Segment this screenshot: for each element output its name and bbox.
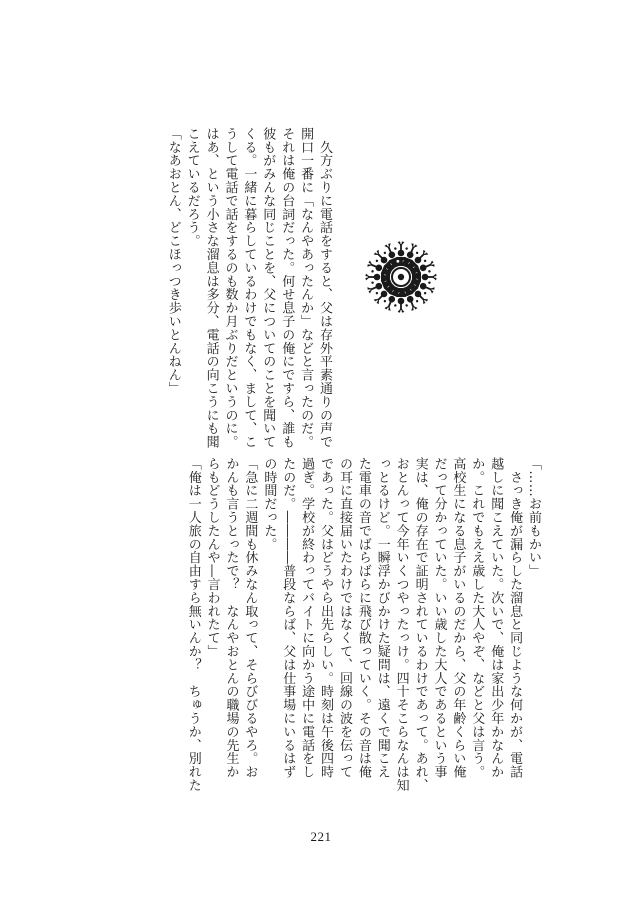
text-line: 開口一番に「なんやあったんか」などと言ったのだ。 xyxy=(298,127,314,449)
text-line: 越しに聞こえていた。次いで、俺は家出少年かなんか xyxy=(488,457,504,779)
text-line: 過ぎ。学校が終わってバイトに向かう途中に電話をし xyxy=(299,457,315,779)
text-line: らもどうしたんや―言われたて」 xyxy=(204,457,220,658)
text-line: 「なあおとん、どこほっつき歩いとんねん」 xyxy=(165,127,181,395)
text-line: の時間だった。 xyxy=(261,457,277,551)
text-line: さっき俺が漏らした溜息と同じような何かが、電話 xyxy=(507,457,523,779)
text-line: 高校生になる息子がいるのだから、父の年齢くらい俺 xyxy=(450,457,466,779)
text-line: うして電話で話をするのも数か月ぶりだというのに。 xyxy=(222,127,238,449)
text-line: はあ、という小さな溜息は多分、電話の向こうにも聞 xyxy=(203,127,219,449)
text-line: 実は、俺の存在で証明されているわけであって。あれ、 xyxy=(412,457,428,792)
top-text-block xyxy=(163,127,333,449)
text-line: おとんって今年いくつやったっけ。四十そこらなんは知 xyxy=(393,457,409,792)
text-line: の耳に直接届いたわけではなくて、回線の波を伝って xyxy=(336,457,352,779)
text-line: かんも言うとったで？ なんやおとんの職場の先生か xyxy=(223,457,239,779)
text-line: こえているだろう。 xyxy=(184,127,200,248)
text-line: であった。父はどうやら出先らしい。時刻は午後四時 xyxy=(318,457,334,779)
floral-rosette-ornament-icon xyxy=(361,237,441,317)
page-number: 221 xyxy=(310,829,332,844)
text-line: か。これでもええ歳した大人やぞ、などと父は言う。 xyxy=(469,457,485,779)
text-line: 久方ぶりに電話をすると、父は存外平素通りの声で xyxy=(317,127,332,449)
text-line: た電車の音でばらばらに飛び散っていく。その音は俺 xyxy=(355,457,371,779)
text-line: 「俺は一人旅の自由すら無いんか？ ちゅうか、別れた xyxy=(185,457,201,792)
text-line: 「急に二週間も休みなん取って、そらびびるやろ。お xyxy=(242,457,258,779)
text-line: それは俺の台詞だった。何せ息子の俺にですら、誰も xyxy=(279,127,295,449)
bottom-text-block xyxy=(183,457,542,792)
text-line: たのだ。――――普段ならば、父は仕事場にいるはず xyxy=(280,457,296,779)
text-line: っとるけど。一瞬浮かびかけた疑問は、遠くで聞こえ xyxy=(374,457,390,779)
text-line: だって分かっていた。いい歳した大人であるという事 xyxy=(431,457,447,779)
text-line: 彼もがみんな同じことを、父についてのことを聞いて xyxy=(260,127,276,449)
text-line: 「……お前もかい」 xyxy=(526,457,541,578)
text-line: くる。一緒に暮らしているわけでもなく、まして、こ xyxy=(241,127,257,449)
